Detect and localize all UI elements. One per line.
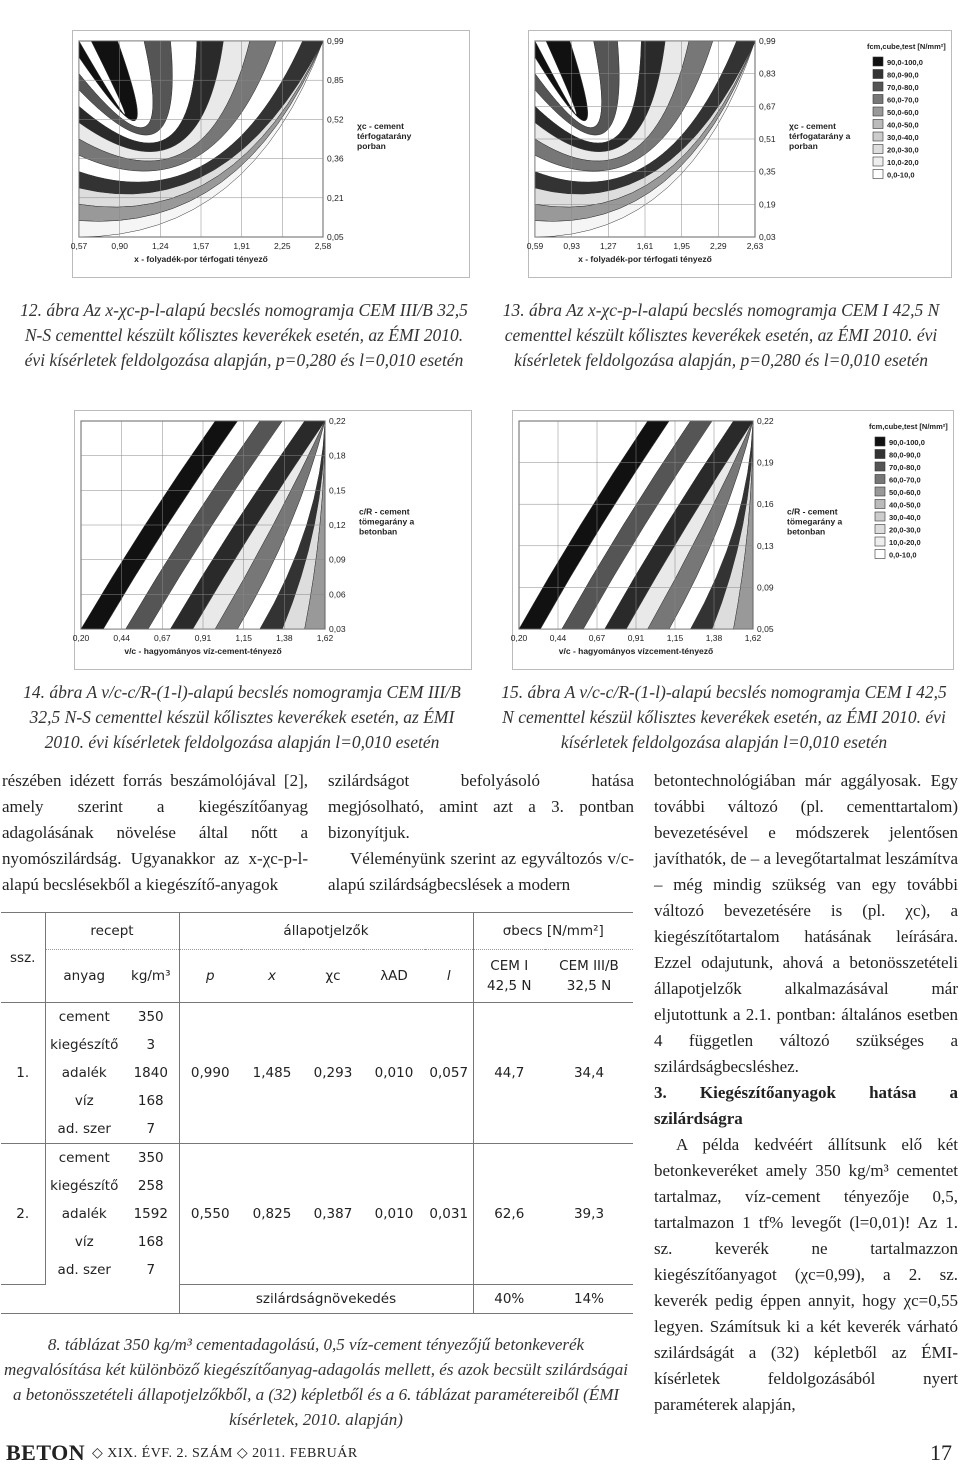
table-row xyxy=(1,1200,633,1228)
value-x: 0,825 xyxy=(252,1206,292,1222)
figure-13-caption: 13. ábra Az x-χc-p-l-alapú becslés nomogramja CEM I 42,5 N cementtel készült kőlisztes keverékek esetén, az ÉMI 2010. évi kísérletek feldolgozása alapján, p=0,280 és l=0,010 esetén xyxy=(502,300,940,370)
x-tick-label: 2,58 xyxy=(314,241,332,251)
x-tick-label: 1,95 xyxy=(673,241,690,251)
legend-swatch xyxy=(875,550,885,559)
legend-item-label: 20,0-30,0 xyxy=(889,525,921,535)
paragraph: Véleményünk szerint az egyváltozós v/c-alapú szilárdságbecslések a modern xyxy=(328,849,634,894)
material-name: víz xyxy=(45,1087,123,1115)
figure-12-caption: 12. ábra Az x-χc-p-l-alapú becslés nomogramja CEM III/B 32,5 N-S cementtel készült kőlisztes keverékek esetén, az ÉMI 2010. évi kísérletek feldolgozása alapján, p=0,280 és l=0,010 esetén xyxy=(20,300,468,370)
legend-item-label: 60,0-70,0 xyxy=(889,475,921,485)
legend-swatch xyxy=(873,132,883,141)
legend-title: fcm,cube,test [N/mm²] xyxy=(867,42,946,51)
x-axis-label: x - folyadék-por térfogati tényező xyxy=(578,254,712,264)
legend-swatch xyxy=(875,475,885,484)
x-tick-label: 0,44 xyxy=(113,633,130,643)
table-row xyxy=(1,1115,633,1144)
x-axis-label: x - folyadék-por térfogati tényező xyxy=(134,254,268,264)
material-amount: 258 xyxy=(137,1178,164,1194)
annotation-label: χc - cement térfogatarány a porban xyxy=(789,121,851,152)
table-row xyxy=(1,1256,633,1285)
header-allapotjelzok: állapotjelzők xyxy=(179,913,473,950)
x-tick-label: 1,38 xyxy=(705,633,723,643)
header-cem-i: CEM I 42,5 N xyxy=(473,950,545,1003)
page-footer xyxy=(0,1440,960,1465)
issue-info: ◇ XIX. ÉVF. 2. SZÁM ◇ 2011. FEBRUÁR xyxy=(92,1446,358,1461)
x-tick-label: 1,38 xyxy=(276,633,293,643)
legend-item-label: 20,0-30,0 xyxy=(887,145,919,155)
y-tick-label: 0,05 xyxy=(327,232,344,242)
material-amount: 350 xyxy=(137,1009,164,1025)
legend-title: fcm,cube,test [N/mm²] xyxy=(869,422,948,431)
paragraph: A példa kedvéért állítsunk elő két betonkeveréket amely 350 kg/m³ cementet tartalmaz, víz-cement tényezője 0,5, tartalmazon 1 tf% levegőt (l=0,01)! Az 1. sz. keverék ne tartalmazzon kiegészítőanyagot (χc=0,99), a 2. sz. keverék pedig éppen annyit, hogy χc=0,55 legyen. Számítsuk ki a két keverék várható szilárdságát a (32) képletből az ÉMI-kísérletek feldolgozásából nyert paraméterek alapján, xyxy=(654,1135,958,1414)
x-tick-label: 0,93 xyxy=(563,241,580,251)
figure-13-nomogram xyxy=(528,30,952,278)
y-tick-label: 0,13 xyxy=(757,540,774,551)
value-chi-c: 0,293 xyxy=(313,1065,353,1081)
x-tick-label: 1,24 xyxy=(152,241,169,251)
legend-swatch xyxy=(873,82,883,91)
header-recept: recept xyxy=(45,913,179,950)
value-cem-i: 44,7 xyxy=(473,1059,545,1087)
header-sigma-becs: σbecs [N/mm²] xyxy=(473,913,633,950)
x-tick-label: 1,27 xyxy=(600,241,617,251)
x-axis-label: v/c - hagyományos vízcement-tényező xyxy=(558,646,714,656)
legend-swatch xyxy=(873,170,883,179)
legend-item-label: 80,0-90,0 xyxy=(887,70,919,80)
figure-15-caption: 15. ábra A v/c-c/R-(1-l)-alapú becslés nomogramja CEM I 42,5 N cementtel készül kőlisztes keverékek esetén, az ÉMI 2010. évi kísérletek feldolgozása alapján l=0,010 esetén xyxy=(501,682,947,752)
annotation-label: c/R - cement tömegarány a betonban xyxy=(787,506,843,537)
y-tick-label: 0,36 xyxy=(327,153,344,164)
material-amount: 350 xyxy=(137,1150,164,1166)
header-chi-c: χc xyxy=(303,950,363,1003)
material-amount: 1592 xyxy=(133,1206,168,1222)
growth-cem-i: 40% xyxy=(473,1285,545,1314)
legend-swatch xyxy=(875,450,885,459)
x-tick-label: 1,57 xyxy=(192,241,210,251)
row-ssz: 2. xyxy=(1,1144,45,1285)
y-tick-label: 0,99 xyxy=(759,36,776,46)
value-lambda-ad: 0,010 xyxy=(374,1065,414,1081)
growth-label: szilárdságnövekedés xyxy=(179,1285,473,1314)
y-tick-label: 0,67 xyxy=(759,101,776,112)
material-name: ad. szer xyxy=(45,1256,123,1285)
material-name: víz xyxy=(45,1228,123,1256)
y-tick-label: 0,85 xyxy=(327,75,344,86)
legend-item-label: 30,0-40,0 xyxy=(889,513,921,522)
legend-item-label: 50,0-60,0 xyxy=(887,108,919,117)
legend-swatch xyxy=(873,70,883,79)
material-amount: 168 xyxy=(137,1093,164,1109)
legend-item-label: 90,0-100,0 xyxy=(889,438,925,447)
x-tick-label: 0,44 xyxy=(549,633,567,643)
section-heading: 3. Kiegészítőanyagok hatása a szilárdságra xyxy=(654,1083,958,1128)
legend-swatch xyxy=(875,500,885,509)
paragraph: betontechnológiában már aggályosak. Egy további változó (pl. cementtartalom) bevezetésével e módszerek jelentősen javíthatók, de – a levegőtartalmat leszámítva – még mindig szükség van egy további változó bevezetésére is (pl. χc), a kiegészítőtartalom hatásának leírására. Ezzel odajutunk, ahová a betonösszetételi állapotjelzők alkalmazásával már eljutottunk a 2.1. pontban: általános esetben 4 független változó szükséges a szilárdságbecsléshez. xyxy=(654,771,958,1076)
material-name: kiegészítő xyxy=(45,1031,123,1059)
x-tick-label: 0,57 xyxy=(70,241,88,251)
header-p: p xyxy=(179,950,241,1003)
x-tick-label: 2,25 xyxy=(274,241,291,251)
y-tick-label: 0,19 xyxy=(759,199,776,210)
material-amount: 1840 xyxy=(133,1065,168,1081)
figure-13-chart xyxy=(526,31,951,277)
table-row xyxy=(1,1228,633,1256)
header-ssz: ssz. xyxy=(1,913,45,1003)
growth-row xyxy=(1,1285,633,1314)
x-tick-label: 1,61 xyxy=(636,241,654,251)
value-cem-iii: 34,4 xyxy=(573,1065,605,1081)
x-tick-label: 2,63 xyxy=(746,241,764,251)
material-amount: 3 xyxy=(146,1037,156,1053)
legend-swatch xyxy=(875,437,885,446)
value-lambda-ad: 0,010 xyxy=(374,1206,414,1222)
material-amount: 7 xyxy=(123,1115,179,1144)
legend-item-label: 50,0-60,0 xyxy=(889,488,921,497)
table-row xyxy=(1,1087,633,1115)
y-tick-label: 0,51 xyxy=(759,134,776,144)
legend-swatch xyxy=(873,120,883,129)
legend-item-label: 40,0-50,0 xyxy=(889,500,921,510)
y-tick-label: 0,19 xyxy=(757,457,774,468)
figure-12-nomogram xyxy=(72,30,470,278)
y-tick-label: 0,06 xyxy=(329,589,346,600)
material-name: cement xyxy=(45,1003,123,1032)
header-lambda-ad: λAD xyxy=(363,950,425,1003)
header-cem-iii: CEM III/B 32,5 N xyxy=(545,950,633,1003)
y-tick-label: 0,03 xyxy=(329,624,346,634)
x-axis-label: v/c - hagyományos víz-cement-tényező xyxy=(124,646,282,656)
material-amount: 168 xyxy=(137,1234,164,1250)
legend-item-label: 80,0-90,0 xyxy=(889,450,921,460)
value-chi-c: 0,387 xyxy=(313,1206,353,1222)
header-l: l xyxy=(425,950,473,1003)
legend-item-label: 70,0-80,0 xyxy=(889,463,921,472)
y-tick-label: 0,21 xyxy=(327,192,344,203)
y-tick-label: 0,18 xyxy=(329,450,346,461)
value-l: 0,031 xyxy=(429,1206,469,1222)
legend-swatch xyxy=(875,512,885,521)
value-x: 1,485 xyxy=(252,1065,292,1081)
annotation-label: χc - cement térfogatarány porban xyxy=(357,121,412,152)
x-tick-label: 0,91 xyxy=(627,633,645,643)
growth-cem-iii: 14% xyxy=(545,1285,633,1314)
legend-swatch xyxy=(875,462,885,471)
y-tick-label: 0,03 xyxy=(759,232,776,242)
x-tick-label: 0,90 xyxy=(111,241,128,251)
figure-15-nomogram xyxy=(512,410,954,670)
material-amount: 7 xyxy=(146,1262,156,1279)
y-tick-label: 0,35 xyxy=(759,166,776,177)
y-tick-label: 0,09 xyxy=(757,582,774,593)
legend-swatch xyxy=(873,157,883,166)
y-tick-label: 0,52 xyxy=(327,114,344,125)
material-name: kiegészítő xyxy=(45,1172,123,1200)
y-tick-label: 0,16 xyxy=(757,499,774,510)
header-anyag: anyag xyxy=(45,950,123,1003)
legend-swatch xyxy=(875,537,885,546)
x-tick-label: 2,29 xyxy=(710,241,727,251)
legend-item-label: 30,0-40,0 xyxy=(887,133,919,142)
legend-swatch xyxy=(873,95,883,104)
body-column-2 xyxy=(328,768,634,898)
x-tick-label: 1,15 xyxy=(235,633,252,643)
table-row xyxy=(1,1031,633,1059)
value-l: 0,057 xyxy=(429,1065,469,1081)
table-row xyxy=(1,1003,633,1032)
material-name: ad. szer xyxy=(45,1115,123,1144)
x-tick-label: 0,20 xyxy=(72,633,90,643)
y-tick-label: 0,05 xyxy=(757,624,774,634)
x-tick-label: 0,20 xyxy=(510,633,528,643)
legend-item-label: 90,0-100,0 xyxy=(887,58,923,67)
table-row xyxy=(1,1059,633,1087)
table-8-caption: 8. táblázat 350 kg/m³ cementadagolású, 0,5 víz-cement tényezőjű betonkeverék megvalósítása két különböző kiegészítőanyag-adagolás mellett, és azok becsült szilárdságai a betonösszetételi állapotjelzőkből, a (32) képletből és a 6. táblázat paramétereiből (ÉMI kísérletek, 2010. alapján) xyxy=(3,1335,629,1429)
legend-item-label: 0,0-10,0 xyxy=(887,170,915,180)
y-tick-label: 0,83 xyxy=(759,68,776,79)
paragraph: szilárdságot befolyásoló hatása megjósolható, amint azt a 3. pontban bizonyítjuk. xyxy=(328,771,634,842)
legend-item-label: 0,0-10,0 xyxy=(889,550,917,560)
header-x: x xyxy=(241,950,303,1003)
row-ssz: 1. xyxy=(1,1003,45,1144)
header-kgm3: kg/m³ xyxy=(123,950,179,1003)
value-p: 0,550 xyxy=(179,1200,241,1228)
y-tick-label: 0,22 xyxy=(757,416,774,426)
y-tick-label: 0,15 xyxy=(329,485,346,496)
figure-14-nomogram xyxy=(74,410,472,670)
figure-15-chart xyxy=(510,411,953,669)
x-tick-label: 0,91 xyxy=(194,633,212,643)
figure-12-chart xyxy=(70,31,469,277)
legend-item-label: 10,0-20,0 xyxy=(889,538,921,547)
legend-item-label: 10,0-20,0 xyxy=(887,158,919,167)
x-tick-label: 0,67 xyxy=(588,633,606,643)
y-tick-label: 0,99 xyxy=(327,36,344,46)
material-name: adalék xyxy=(45,1200,123,1228)
legend-swatch xyxy=(873,57,883,66)
material-name: adalék xyxy=(45,1059,123,1087)
x-tick-label: 1,62 xyxy=(316,633,334,643)
table-row xyxy=(1,1144,633,1173)
value-p: 0,990 xyxy=(179,1059,241,1087)
legend-item-label: 60,0-70,0 xyxy=(887,95,919,105)
page-number: 17 xyxy=(930,1440,952,1465)
legend-item-label: 40,0-50,0 xyxy=(887,120,919,130)
table-8 xyxy=(1,912,633,1314)
legend-item-label: 70,0-80,0 xyxy=(887,83,919,92)
x-tick-label: 1,91 xyxy=(233,241,250,251)
x-tick-label: 0,67 xyxy=(154,633,171,643)
x-tick-label: 1,15 xyxy=(666,633,684,643)
journal-name: BETON xyxy=(6,1440,86,1465)
body-column-1 xyxy=(2,768,308,898)
paragraph: részében idézett forrás beszámolójával [2], amely szerint a kiegészítőanyag adagolásának növelése által nőtt a nyomószilárdság. Ugyanakkor az x-χc-p-l-alapú becslésekből a kiegészítő-anyagok xyxy=(2,771,308,894)
x-tick-label: 0,59 xyxy=(526,241,544,251)
y-tick-label: 0,09 xyxy=(329,554,346,565)
legend-swatch xyxy=(875,487,885,496)
legend-swatch xyxy=(873,145,883,154)
legend-swatch xyxy=(875,525,885,534)
figure-14-caption: 14. ábra A v/c-c/R-(1-l)-alapú becslés nomogramja CEM III/B 32,5 N-S cementtel készül kőlisztes keverékek esetén, az ÉMI 2010. évi kísérletek feldolgozása alapján l=0,010 esetén xyxy=(23,682,461,752)
material-name: cement xyxy=(45,1144,123,1173)
table-row xyxy=(1,1172,633,1200)
y-tick-label: 0,12 xyxy=(329,520,346,530)
value-cem-i: 62,6 xyxy=(473,1200,545,1228)
value-cem-iii: 39,3 xyxy=(573,1206,605,1222)
annotation-label: c/R - cement tömegarány a betonban xyxy=(359,506,415,537)
y-tick-label: 0,22 xyxy=(329,416,346,426)
x-tick-label: 1,62 xyxy=(744,633,762,643)
figure-14-chart xyxy=(72,411,471,669)
body-column-3 xyxy=(654,768,958,1418)
legend-swatch xyxy=(873,107,883,116)
